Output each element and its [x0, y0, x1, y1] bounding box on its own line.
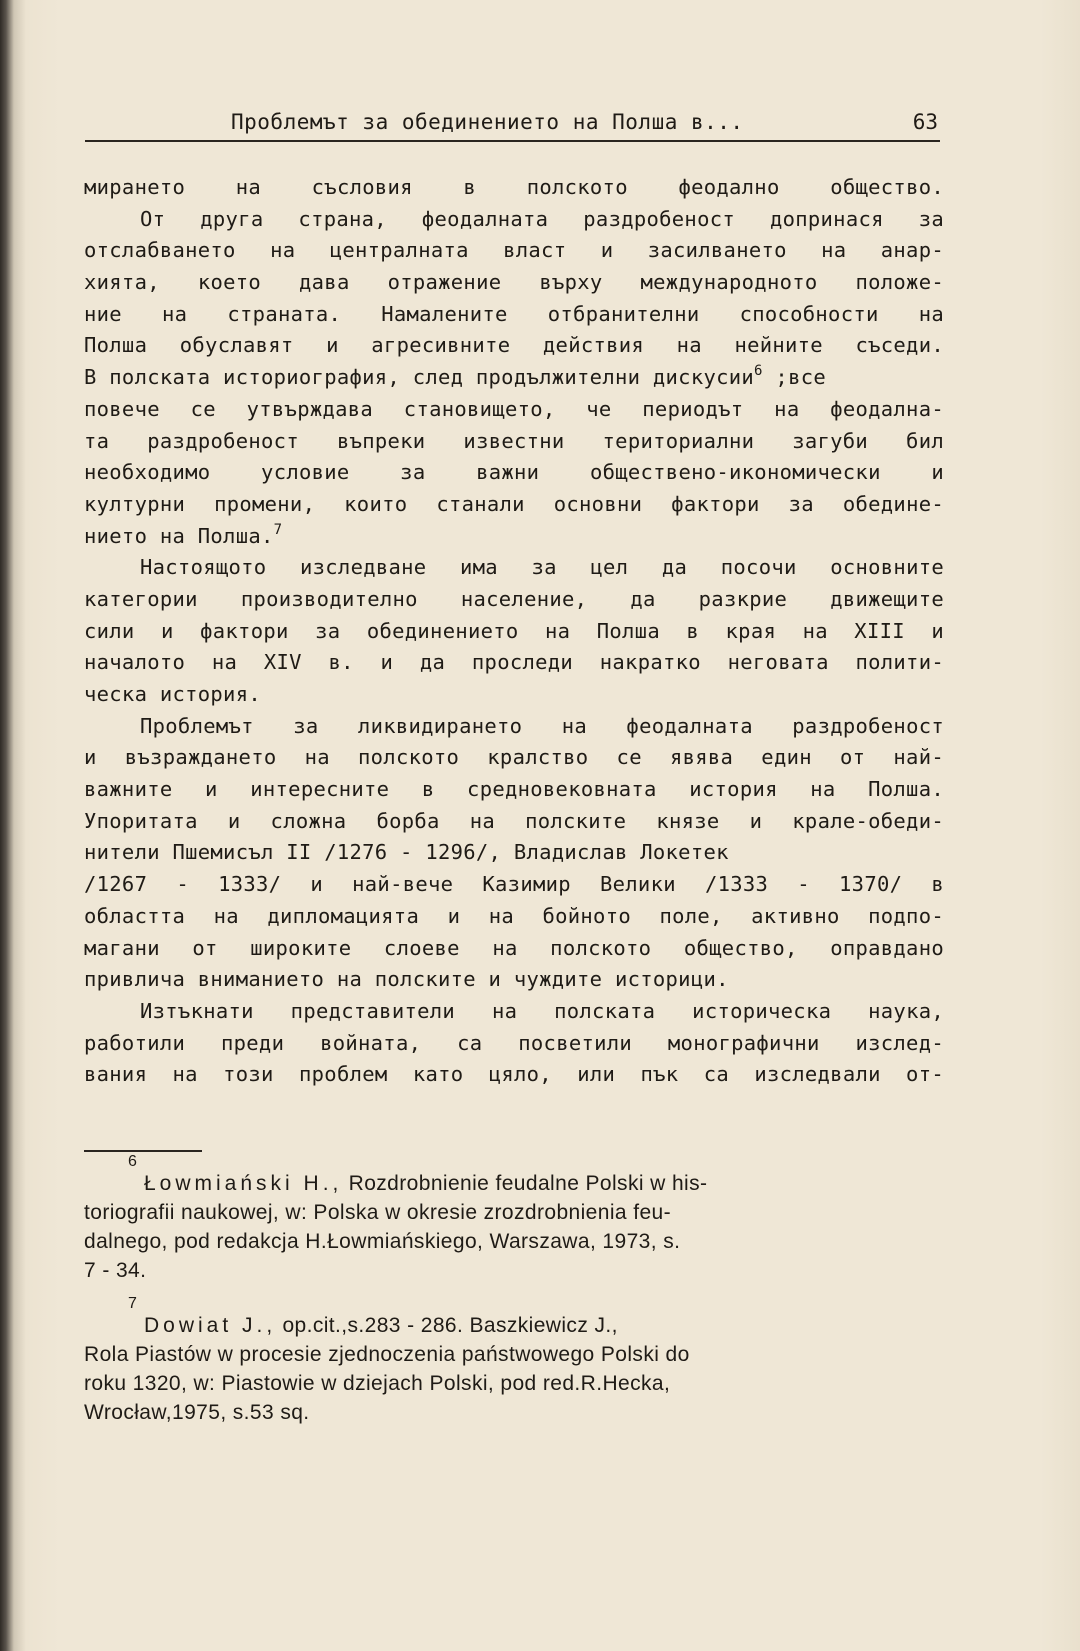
text-line: необходимо условие за важни обществено-икономически и: [84, 460, 944, 485]
text-line: сили и фактори за обединението на Полша в края на XIII и: [84, 618, 944, 643]
footnote-line: [84, 1311, 944, 1340]
footnote-text: op.cit.,s.283 - 286. Baszkiewicz J.,: [282, 1314, 618, 1337]
footnote-number: 6: [128, 1153, 137, 1170]
text-line: категории производително население, да разкрие движещите: [84, 586, 944, 611]
text-line: В полската историография, след продължителни дискусии: [84, 365, 755, 390]
text-line: та раздробеност въпреки известни териториални загуби бил: [84, 428, 944, 453]
text-line: вания на този проблем като цяло, или пък са изследвали от-: [84, 1062, 944, 1087]
footnote-author: Dowiat J.,: [144, 1314, 277, 1337]
text-line: хията, което дава отражение върху международното положе-: [84, 270, 944, 295]
text-line: /1267 - 1333/ и най-вече Казимир Велики /1333 - 1370/ в: [84, 872, 944, 897]
text-line: Проблемът за ликвидирането на феодалната раздробеност: [140, 713, 944, 738]
text-line: нието на Полша.: [84, 523, 274, 548]
main-text: [84, 172, 944, 1091]
text-line: повече се утвърждава становището, че периодът на феодална-: [84, 396, 944, 421]
text-line: важните и интересните в средновековната история на Полша.: [84, 777, 944, 802]
text-line: нители Пшемисъл II /1276 - 1296/, Владислав Локетек: [84, 840, 729, 865]
text-line: началото на XIV в. и да проследи накратко неговата полити-: [84, 650, 944, 675]
footnote-ref-6: 6: [754, 363, 763, 380]
footnote-number: 7: [128, 1295, 137, 1312]
running-title: Проблемът за обединението на Полша в...: [231, 110, 744, 134]
footnote-7: [84, 1297, 944, 1427]
text-line: Полша обуславят и агресивните действия на нейните съседи.: [84, 333, 944, 358]
running-header: [85, 108, 940, 142]
footnote-line: dalnego, pod redakcja H.Łowmiańskiego, Warszawa, 1973, s.: [84, 1230, 681, 1253]
footnote-ref-7: 7: [273, 521, 283, 538]
text-line: Упоритата и сложна борба на полските князе и крале-обеди-: [84, 808, 944, 833]
text-line: мирането на съсловия в полското феодално общество.: [84, 175, 944, 199]
footnote-line: roku 1320, w: Piastowie w dziejach Polski, pod red.R.Hecka,: [84, 1372, 671, 1395]
text-line: работили преди войната, са посветили монографични изслед-: [84, 1030, 944, 1055]
text-line: привлича вниманието на полските и чуждите историци.: [84, 967, 729, 992]
text-line-with-note: В полската историография, след продължителни дискусии$^6$ ;все: [84, 363, 826, 390]
text-fragment: все: [788, 365, 826, 390]
footnote-6: [84, 1155, 944, 1285]
footnote-text: Rozdrobnienie feudalne Polski w his-: [348, 1172, 708, 1195]
footnote-line: Rola Piastów w procesie zjednoczenia państwowego Polski do: [84, 1343, 690, 1366]
text-line: Настоящото изследване има за цел да посочи основните: [140, 555, 944, 580]
text-line: отслабването на централната власт и засилването на анар-: [84, 238, 944, 263]
footnote-author: Łowmiański H.,: [144, 1172, 343, 1195]
footnote-divider: [84, 1150, 202, 1152]
text-line: и възраждането на полското кралство се явява един от най-: [84, 745, 944, 770]
footnote-line: 7 - 34.: [84, 1259, 147, 1282]
text-line: културни промени, които станали основни фактори за обедине-: [84, 491, 944, 516]
text-line-with-note: [84, 521, 944, 553]
text-line: магани от широките слоеве на полското общество, оправдано: [84, 935, 944, 960]
text-line: От друга страна, феодалната раздробеност допринася за: [140, 206, 944, 231]
text-line: ческа история.: [84, 682, 261, 706]
footnote-line: [84, 1169, 944, 1198]
footnote-line: toriografii naukowej, w: Polska w okresie zrozdrobnienia feu-: [84, 1201, 672, 1224]
text-line: Изтъкнати представители на полската историческа наука,: [140, 998, 944, 1023]
page-number: 63: [912, 110, 938, 134]
text-line: ние на страната. Намалените отбранителни способности на: [84, 301, 944, 326]
footnote-line: Wrocław,1975, s.53 sq.: [84, 1401, 310, 1424]
text-line: областта на дипломацията и на бойното поле, активно подпо-: [84, 903, 944, 928]
footnotes: [84, 1155, 944, 1427]
